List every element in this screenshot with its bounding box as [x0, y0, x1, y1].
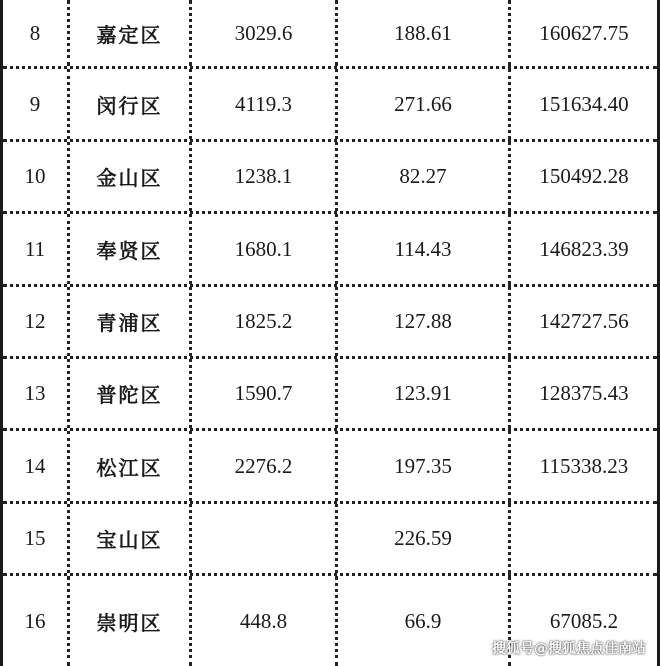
value-col4: 67085.2: [508, 576, 657, 666]
value-col4: 128375.43: [508, 359, 657, 428]
table-row: [3, 142, 657, 214]
row-number: 8: [29, 20, 41, 45]
row-number: 14: [24, 453, 46, 478]
row-number: 12: [24, 309, 46, 333]
value-col3: 226.59: [335, 504, 508, 573]
table-row: [3, 69, 657, 142]
table-row: [3, 504, 657, 576]
value-col2: 4119.3: [189, 69, 335, 139]
value-col2: 1238.1: [189, 142, 335, 211]
value-col4: 160627.75: [508, 0, 657, 66]
district-name: 闵行区: [67, 69, 189, 139]
district-name: 青浦区: [67, 287, 189, 356]
value-col3: 66.9: [335, 576, 508, 666]
district-name: 崇明区: [67, 576, 189, 666]
table-row: [3, 359, 657, 431]
district-name: 松江区: [67, 431, 189, 501]
district-name: 嘉定区: [67, 0, 189, 66]
table-row: [3, 0, 657, 69]
row-number: 16: [24, 608, 46, 633]
value-col2: [189, 504, 335, 573]
row-number: 15: [24, 526, 46, 550]
district-name: 宝山区: [67, 504, 189, 573]
value-col4: 151634.40: [508, 69, 657, 139]
value-col2: 1680.1: [189, 214, 335, 284]
value-col4: 150492.28: [508, 142, 657, 211]
value-col3: 82.27: [335, 142, 508, 211]
value-col2: 1590.7: [189, 359, 335, 428]
district-name: 普陀区: [67, 359, 189, 428]
value-col2: 1825.2: [189, 287, 335, 356]
value-col2: 3029.6: [189, 0, 335, 66]
value-col3: 188.61: [335, 0, 508, 66]
value-col3: 271.66: [335, 69, 508, 139]
row-number: 11: [24, 236, 46, 261]
row-number: 9: [29, 91, 41, 116]
value-col3: 197.35: [335, 431, 508, 501]
value-col3: 123.91: [335, 359, 508, 428]
value-col4: 142727.56: [508, 287, 657, 356]
value-col2: 2276.2: [189, 431, 335, 501]
value-col3: 127.88: [335, 287, 508, 356]
watermark: 搜狐号@搜狐焦点佳南站: [492, 641, 646, 657]
table-row: [3, 431, 657, 504]
value-col3: 114.43: [335, 214, 508, 284]
value-col2: 448.8: [189, 576, 335, 666]
table-row: [3, 287, 657, 359]
row-number: 10: [24, 164, 46, 188]
value-col4: 115338.23: [508, 431, 657, 501]
district-name: 金山区: [67, 142, 189, 211]
value-col4: [508, 504, 657, 573]
row-number: 13: [24, 381, 46, 405]
district-name: 奉贤区: [67, 214, 189, 284]
table-row: [3, 214, 657, 287]
value-col4: 146823.39: [508, 214, 657, 284]
